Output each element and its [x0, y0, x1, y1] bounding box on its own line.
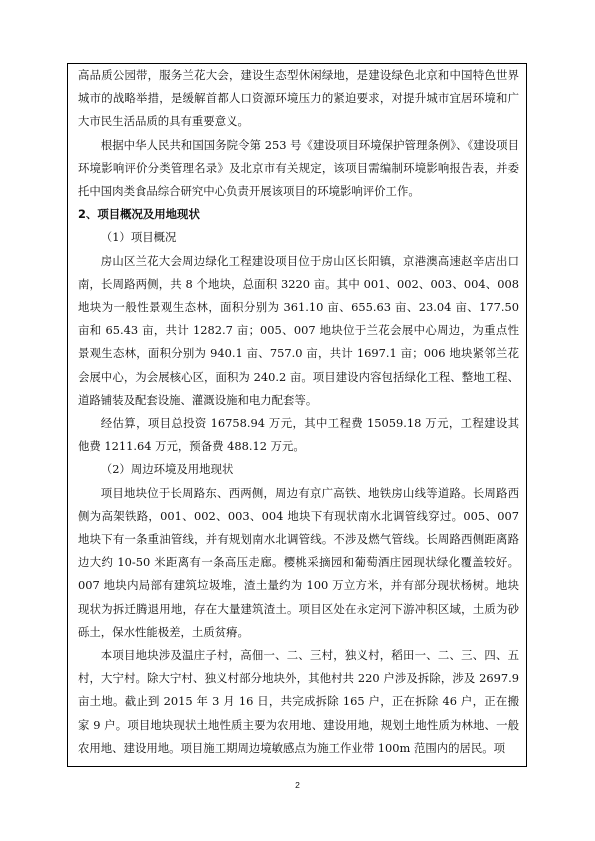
- subheading-project-overview: （1）项目概况: [100, 230, 177, 245]
- villages-paragraph: 本项目地块涉及温庄子村，高佃一、二、三村，独义村，稻田一、二、三、四、五村，大宁村。除大宁村、独义村部分地块外，其他村共 220 户涉及拆除，涉及 2697.9 亩土地。截止到 2015 年 3 月 16 日，共完成拆除 165 户，正在拆除 46 户，正在搬家 9 户。项目地块现状土地性质主要为农用地、建设用地，规划土地性质为林地、一般农用地、建设用地。项目施工期周边境敏感点为施工作业带 100m 范围内的居民。项: [78, 648, 519, 755]
- subheading-surroundings: （2）周边环境及用地现状: [100, 462, 234, 477]
- legal-basis-paragraph: 根据中华人民共和国国务院令第 253 号《建设项目环境保护管理条例》、《建设项目环境影响评价分类管理名录》及北京市有关规定，该项目需编制环境影响报告表，并委托中国肉类食品综合研究中心负责开展该项目的环境影响评价工作。: [78, 137, 519, 199]
- document-body: [78, 64, 519, 760]
- budget-paragraph: 经估算，项目总投资 16758.94 万元，其中工程费 15059.18 万元，工程建设其他费 1211.64 万元，预备费 488.12 万元。: [78, 416, 519, 454]
- surroundings-paragraph: 项目地块位于长周路东、西两侧，周边有京广高铁、地铁房山线等道路。长周路西侧为高架铁路，001、002、003、004 地块下有现状南水北调管线穿过。005、007 地块下有一条重油管线，并有规划南水北调管线。不涉及燃气管线。长周路西侧距离路边大约 10-50 米距离有一条高压走廊。樱桃采摘园和葡萄酒庄园现状绿化覆盖较好。007 地块内局部有建筑垃圾堆，渣土量约为 100 万立方米，并有部分现状杨树。地块现状为拆迁腾退用地，存在大量建筑渣土。项目区处在永定河下游冲积区域，土质为砂砾土，保水性能极差，土质贫瘠。: [78, 485, 519, 639]
- intro-continuation-paragraph: 高品质公园带，服务兰花大会，建设生态型休闲绿地，是建设绿色北京和中国特色世界城市的战略举措，是缓解首都人口资源环境压力的紧迫要求，对提升城市宜居环境和广大市民生活品质的具有重要意义。: [78, 68, 519, 129]
- page-number: 2: [295, 780, 300, 790]
- project-overview-paragraph: 房山区兰花大会周边绿化工程建设项目位于房山区长阳镇，京港澳高速赵辛店出口南，长周路两侧，共 8 个地块，总面积 3220 亩。其中 001、002、003、004、008 地块为一般性景观生态林，面积分别为 361.10 亩、655.63 亩、23.04 亩、177.50 亩和 65.43 亩，共计 1282.7 亩；005、007 地块位于兰花会展中心周边，为重点性景观生态林，面积分别为 940.1 亩、757.0 亩，共计 1697.1 亩；006 地块紧邻兰花会展中心，为会展核心区，面积为 240.2 亩。项目建设内容包括绿化工程、整地工程、道路铺装及配套设施、灌溉设施和电力配套等。: [78, 253, 519, 407]
- section-heading-project-overview: 2、项目概况及用地现状: [78, 207, 200, 222]
